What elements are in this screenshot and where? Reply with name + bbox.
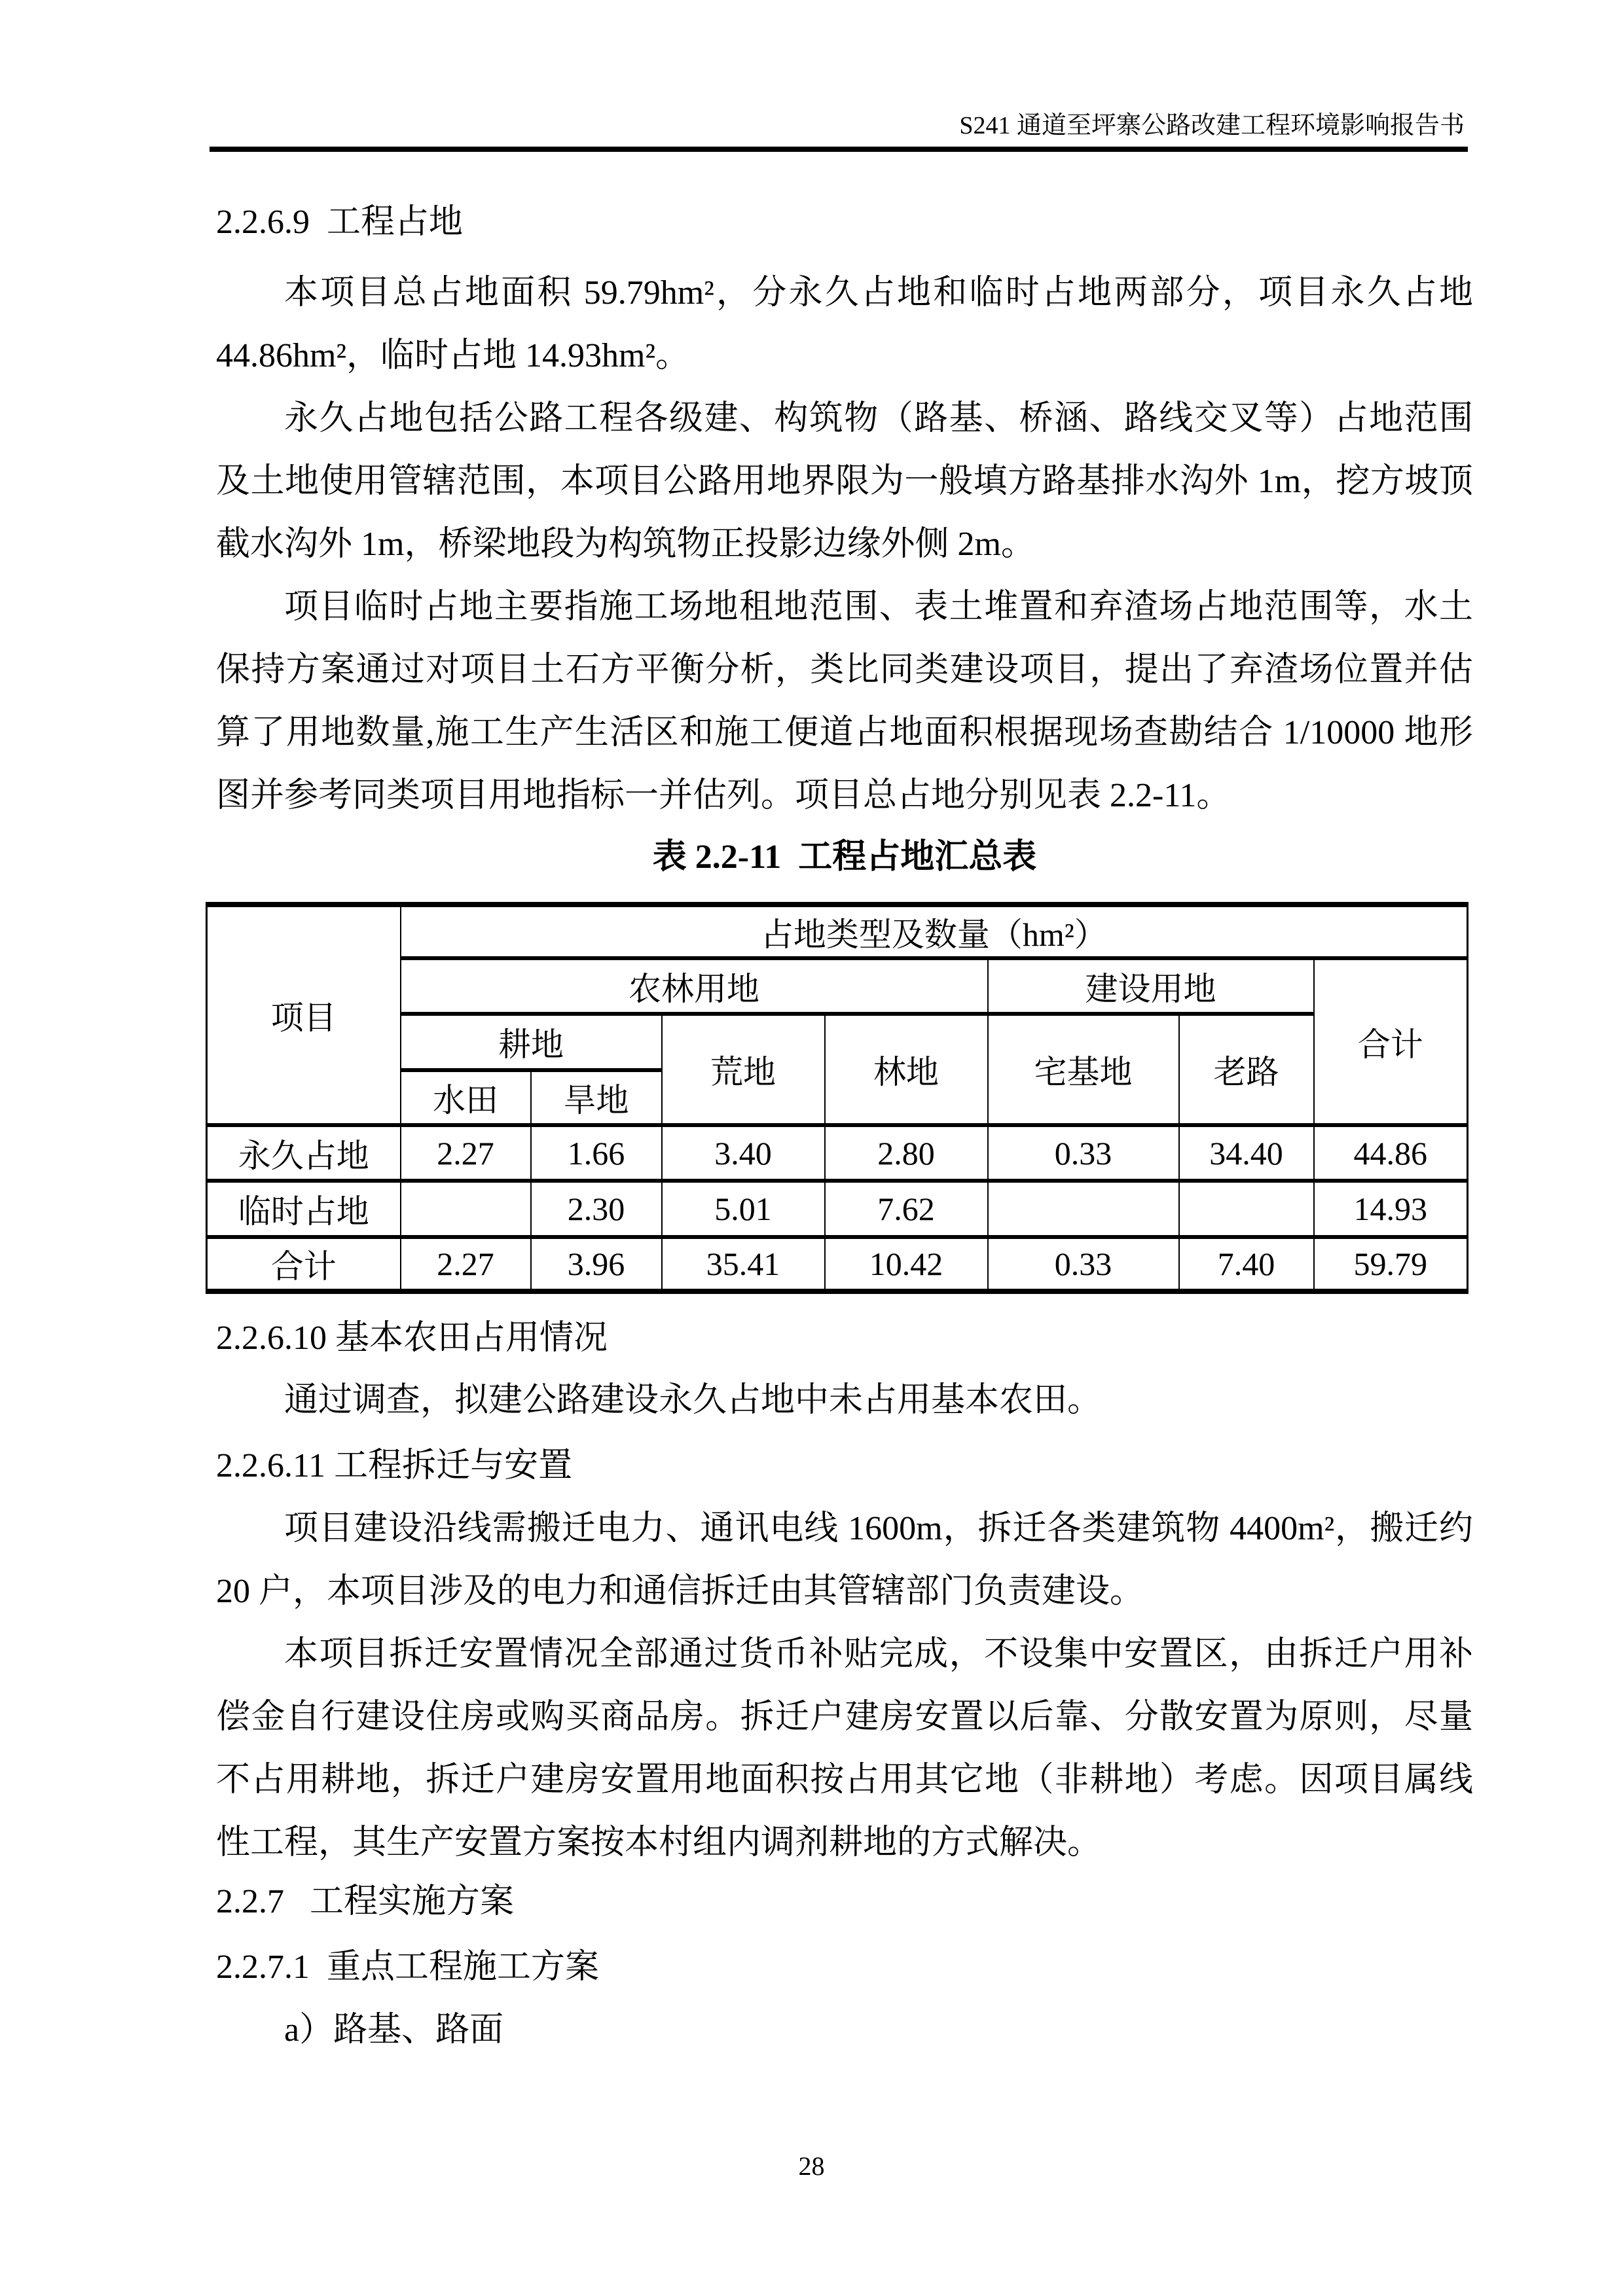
header-rule [210, 147, 1468, 152]
row-label: 临时占地 [207, 1181, 401, 1237]
table-cell [401, 1181, 531, 1237]
table-cell: 10.42 [825, 1237, 988, 1291]
table-row [207, 1181, 1468, 1237]
table-cell: 34.40 [1179, 1125, 1314, 1181]
table-group-construction: 建设用地 [988, 958, 1314, 1014]
table-cell: 2.27 [401, 1125, 531, 1181]
table-row [207, 1125, 1468, 1181]
table-cell: 14.93 [1314, 1181, 1468, 1237]
paragraph-basic-farmland: 通过调查，拟建公路建设永久占地中未占用基本农田。 [284, 1382, 1102, 1419]
table-header-forest: 林地 [825, 1014, 988, 1125]
paragraph-resettlement: 本项目拆迁安置情况全部通过货币补贴完成，不设集中安置区，由拆迁户用补偿金自行建设住房或购买商品房。拆迁户建房安置以后靠、分散安置为原则，尽量不占用耕地，拆迁户建房安置用地面积按占用其它地（非耕地）考虑。因项目属线性工程，其生产安置方案按本村组内调剂耕地的方式解决。 [216, 1636, 1473, 1861]
heading-2-2-6-9: 2.2.6.9 工程占地 [216, 204, 464, 241]
table-header-homestead: 宅基地 [988, 1014, 1179, 1125]
heading-2-2-7: 2.2.7 工程实施方案 [216, 1883, 515, 1920]
paragraph-total-area: 本项目总占地面积 59.79hm²，分永久占地和临时占地两部分，项目永久占地 44.86hm²，临时占地 14.93hm²。 [216, 274, 1473, 374]
table-cell: 2.80 [825, 1125, 988, 1181]
list-item-a: a）路基、路面 [284, 2011, 504, 2049]
table-cell: 5.01 [662, 1181, 825, 1237]
paragraph-permanent-land: 永久占地包括公路工程各级建、构筑物（路基、桥涵、路线交叉等）占地范围及土地使用管辖范围，本项目公路用地界限为一般填方路基排水沟外 1m，挖方坡顶截水沟外 1m，桥梁地段为构筑物正投影边缘外侧 2m。 [216, 400, 1473, 563]
table-header-dry: 旱地 [531, 1070, 662, 1125]
table-title: 表 2.2-11 工程占地汇总表 [652, 838, 1037, 876]
table-header-farmland: 耕地 [401, 1014, 662, 1070]
table-corner-header: 项目 [207, 905, 401, 1125]
row-label: 合计 [207, 1237, 401, 1291]
heading-2-2-7-1: 2.2.7.1 重点工程施工方案 [216, 1948, 600, 1986]
table-cell: 2.30 [531, 1181, 662, 1237]
table-header-total: 合计 [1314, 958, 1468, 1125]
table-cell: 7.62 [825, 1181, 988, 1237]
table-cell: 7.40 [1179, 1237, 1314, 1291]
table-cell: 3.96 [531, 1237, 662, 1291]
table-span-header: 占地类型及数量（hm²） [401, 905, 1468, 958]
paragraph-relocation: 项目建设沿线需搬迁电力、通讯电线 1600m，拆迁各类建筑物 4400m²，搬迁约 20 户，本项目涉及的电力和通信拆迁由其管辖部门负责建设。 [216, 1510, 1473, 1610]
paragraph-temporary-land: 项目临时占地主要指施工场地租地范围、表土堆置和弃渣场占地范围等，水土保持方案通过对项目土石方平衡分析，类比同类建设项目，提出了弃渣场位置并估算了用地数量,施工生产生活区和施工便道占地面积根据现场查勘结合 1/10000 地形图并参考同类项目用地指标一并估列。项目总占地分别见表 2.2-11。 [216, 588, 1473, 814]
table-cell: 35.41 [662, 1237, 825, 1291]
table-cell: 44.86 [1314, 1125, 1468, 1181]
table-cell: 3.40 [662, 1125, 825, 1181]
heading-2-2-6-11: 2.2.6.11 工程拆迁与安置 [216, 1447, 573, 1484]
table-header-paddy: 水田 [401, 1070, 531, 1125]
table-cell: 0.33 [988, 1125, 1179, 1181]
table-group-agriculture: 农林用地 [401, 958, 988, 1014]
table-cell: 1.66 [531, 1125, 662, 1181]
row-label: 永久占地 [207, 1125, 401, 1181]
table-row [207, 1237, 1468, 1291]
heading-2-2-6-10: 2.2.6.10 基本农田占用情况 [216, 1319, 608, 1357]
table-cell: 59.79 [1314, 1237, 1468, 1291]
page-header-title: S241 通道至坪寨公路改建工程环境影响报告书 [959, 112, 1465, 139]
land-use-table [206, 902, 1468, 1294]
table-cell: 0.33 [988, 1237, 1179, 1291]
table-header-old-road: 老路 [1179, 1014, 1314, 1125]
table-cell [1179, 1181, 1314, 1237]
page-number: 28 [798, 2151, 825, 2181]
table-cell [988, 1181, 1179, 1237]
table-cell: 2.27 [401, 1237, 531, 1291]
table-header-wasteland: 荒地 [662, 1014, 825, 1125]
